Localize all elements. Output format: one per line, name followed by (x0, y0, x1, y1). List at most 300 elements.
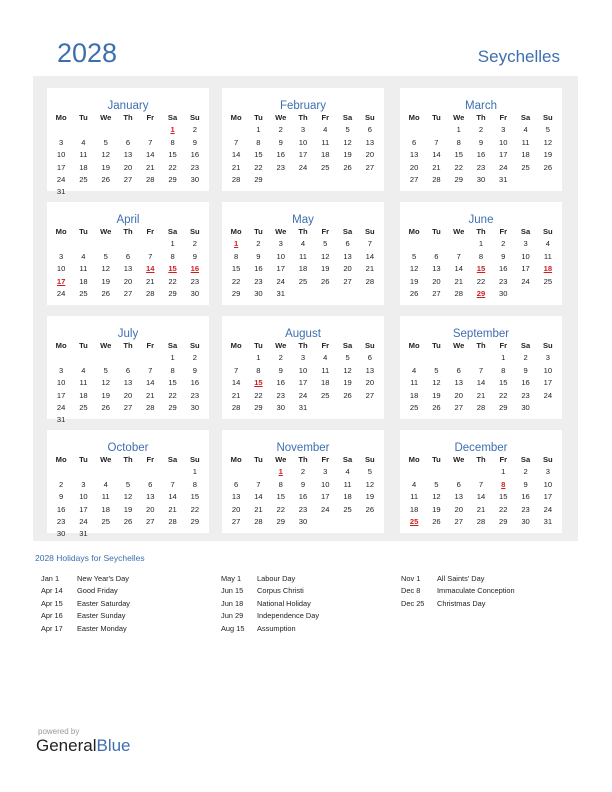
day-cell: 14 (476, 492, 486, 502)
day-cell: 8 (256, 137, 261, 147)
weekday-header: Fr (499, 341, 508, 350)
weekday-header: Mo (55, 341, 67, 350)
day-cell: 15 (499, 378, 508, 388)
holiday-day-cell: 14 (146, 264, 155, 274)
day-cell: 20 (343, 264, 352, 274)
day-cell: 19 (101, 162, 110, 172)
day-cell: 15 (190, 492, 200, 502)
day-cell: 30 (298, 516, 308, 526)
empty-cell (117, 124, 139, 136)
weekday-header: Sa (167, 227, 178, 236)
holiday-date: Apr 16 (41, 611, 63, 621)
weekday-header: Fr (146, 113, 155, 122)
day-cell: 10 (56, 264, 66, 274)
day-cell: 1 (170, 239, 175, 249)
day-cell: 5 (103, 251, 108, 261)
month-grid (50, 454, 206, 541)
day-cell: 22 (276, 504, 285, 514)
weekday-header: Tu (432, 341, 441, 350)
holiday-date: Nov 1 (401, 574, 421, 583)
day-cell: 14 (432, 150, 441, 160)
holiday-day-cell: 15 (254, 378, 263, 388)
weekday-header: Su (189, 455, 200, 464)
day-cell: 12 (432, 492, 441, 502)
day-cell: 25 (521, 162, 530, 172)
day-cell: 26 (409, 288, 419, 298)
holidays-title: 2028 Holidays for Seychelles (35, 553, 145, 563)
month-name: February (279, 100, 327, 112)
month-grid (225, 454, 381, 528)
day-cell: 30 (190, 288, 200, 298)
month-january (47, 88, 209, 197)
weekday-header: Tu (432, 227, 441, 236)
day-cell: 29 (276, 516, 285, 526)
weekday-header: Tu (79, 341, 88, 350)
day-cell: 10 (298, 365, 308, 375)
holiday-row (41, 598, 130, 610)
day-cell: 26 (343, 162, 352, 172)
month-name: March (465, 100, 497, 112)
month-name: July (117, 328, 139, 340)
day-cell: 30 (499, 288, 508, 298)
day-cell: 31 (499, 174, 508, 184)
day-cell: 25 (79, 402, 88, 412)
day-cell: 16 (190, 150, 200, 160)
day-cell: 26 (321, 276, 330, 286)
day-cell: 17 (56, 390, 66, 400)
day-cell: 7 (148, 137, 153, 147)
day-cell: 29 (168, 288, 177, 298)
holiday-row (401, 598, 515, 610)
day-cell: 6 (125, 365, 131, 375)
weekday-header: We (100, 113, 112, 122)
day-cell: 7 (478, 365, 484, 375)
day-cell: 11 (410, 378, 419, 388)
holiday-column (401, 573, 515, 610)
day-cell: 11 (321, 137, 330, 147)
holiday-day-cell: 18 (543, 264, 553, 274)
day-cell: 31 (276, 288, 285, 298)
day-cell: 19 (101, 390, 110, 400)
day-cell: 31 (543, 516, 553, 526)
day-cell: 30 (254, 288, 263, 298)
day-cell: 15 (276, 492, 285, 502)
day-cell: 20 (454, 504, 463, 514)
empty-cell (225, 124, 247, 136)
month-grid (403, 112, 559, 186)
weekday-header: We (453, 113, 465, 122)
day-cell: 27 (454, 402, 463, 412)
month-grid (50, 112, 206, 199)
day-cell: 2 (256, 239, 261, 249)
day-cell: 26 (123, 516, 133, 526)
day-cell: 29 (254, 402, 263, 412)
holiday-date: Aug 15 (221, 623, 245, 633)
day-cell: 8 (256, 365, 261, 375)
day-cell: 20 (409, 162, 419, 172)
day-cell: 15 (254, 150, 263, 160)
month-name: December (454, 442, 508, 454)
holiday-row (221, 623, 319, 635)
day-cell: 19 (543, 150, 553, 160)
day-cell: 25 (321, 390, 330, 400)
weekday-header: Mo (230, 113, 242, 122)
day-cell: 28 (254, 516, 263, 526)
day-cell: 7 (148, 251, 153, 261)
day-cell: 10 (79, 492, 88, 502)
day-cell: 29 (254, 174, 263, 184)
day-cell: 15 (231, 264, 241, 274)
day-cell: 14 (454, 264, 463, 274)
day-cell: 31 (56, 415, 66, 425)
day-cell: 8 (478, 251, 484, 261)
day-cell: 1 (256, 353, 261, 363)
day-cell: 2 (501, 239, 506, 249)
holiday-name: Christmas Day (437, 598, 486, 608)
day-cell: 22 (190, 504, 200, 514)
day-cell: 4 (523, 125, 528, 135)
day-cell: 4 (81, 251, 86, 261)
weekday-header: Sa (342, 455, 353, 464)
day-cell: 27 (123, 402, 133, 412)
day-cell: 24 (543, 390, 553, 400)
weekday-header: Tu (432, 455, 441, 464)
day-cell: 25 (101, 516, 110, 526)
day-cell: 12 (101, 378, 110, 388)
day-cell: 9 (256, 251, 261, 261)
holiday-date: Jun 15 (221, 586, 244, 596)
weekday-header: Su (542, 341, 553, 350)
day-cell: 12 (432, 378, 441, 388)
month-november (222, 430, 384, 533)
day-cell: 19 (365, 492, 375, 502)
day-cell: 6 (125, 137, 131, 147)
weekday-header: Su (364, 113, 375, 122)
day-cell: 2 (523, 353, 528, 363)
day-cell: 28 (146, 174, 155, 184)
day-cell: 1 (478, 239, 484, 249)
weekday-header: Th (123, 341, 133, 350)
weekday-header: Fr (146, 341, 155, 350)
weekday-header: Fr (499, 227, 508, 236)
day-cell: 14 (146, 150, 155, 160)
day-cell: 9 (59, 492, 64, 502)
day-cell: 26 (365, 504, 375, 514)
weekday-header: Mo (408, 455, 420, 464)
day-cell: 26 (101, 402, 110, 412)
day-cell: 2 (278, 353, 283, 363)
holiday-date: May 1 (221, 574, 242, 583)
day-cell: 12 (321, 251, 330, 261)
empty-cell (95, 124, 117, 136)
day-cell: 19 (432, 504, 441, 514)
day-cell: 24 (276, 276, 285, 286)
day-cell: 16 (254, 264, 263, 274)
day-cell: 2 (192, 125, 197, 135)
day-cell: 5 (434, 479, 439, 489)
day-cell: 23 (276, 162, 285, 172)
empty-cell (403, 238, 425, 250)
day-cell: 13 (123, 150, 133, 160)
month-grid (225, 340, 381, 414)
day-cell: 7 (234, 365, 239, 375)
day-cell: 21 (476, 390, 486, 400)
day-cell: 11 (343, 479, 352, 489)
day-cell: 28 (231, 174, 241, 184)
day-cell: 16 (499, 264, 508, 274)
day-cell: 7 (367, 239, 372, 249)
weekday-header: Th (298, 341, 308, 350)
day-cell: 9 (192, 251, 197, 261)
holiday-day-cell: 29 (476, 288, 486, 298)
weekday-header: Th (476, 113, 486, 122)
day-cell: 10 (499, 137, 508, 147)
day-cell: 20 (365, 150, 375, 160)
day-cell: 5 (345, 125, 350, 135)
day-cell: 18 (79, 276, 88, 286)
day-cell: 10 (543, 479, 553, 489)
day-cell: 27 (146, 516, 155, 526)
weekday-header: Mo (230, 455, 242, 464)
holiday-row (41, 585, 130, 597)
day-cell: 26 (432, 402, 441, 412)
day-cell: 6 (456, 365, 461, 375)
day-cell: 24 (56, 174, 66, 184)
day-cell: 4 (545, 239, 550, 249)
day-cell: 30 (476, 174, 486, 184)
weekday-header: Fr (499, 455, 508, 464)
day-cell: 27 (231, 516, 241, 526)
empty-cell (50, 124, 72, 136)
day-cell: 13 (146, 492, 155, 502)
day-cell: 6 (125, 251, 131, 261)
day-cell: 11 (321, 365, 330, 375)
weekday-header: Sa (342, 341, 353, 350)
weekday-header: Mo (55, 113, 67, 122)
day-cell: 23 (254, 276, 263, 286)
day-cell: 16 (56, 504, 66, 514)
day-cell: 9 (523, 479, 528, 489)
day-cell: 29 (231, 288, 241, 298)
day-cell: 2 (478, 125, 484, 135)
empty-cell (425, 466, 447, 478)
month-grid (403, 226, 559, 300)
day-cell: 4 (345, 467, 350, 477)
weekday-header: Th (123, 227, 133, 236)
day-cell: 3 (545, 467, 550, 477)
weekday-header: Su (542, 455, 553, 464)
empty-cell (225, 352, 247, 364)
day-cell: 6 (148, 479, 153, 489)
day-cell: 24 (298, 390, 308, 400)
day-cell: 26 (543, 162, 553, 172)
weekday-header: Th (123, 455, 133, 464)
day-cell: 17 (321, 492, 330, 502)
weekday-header: We (100, 227, 112, 236)
holiday-date: Jun 29 (221, 611, 244, 621)
holiday-date: Apr 14 (41, 586, 63, 596)
day-cell: 13 (123, 378, 133, 388)
holiday-row (221, 573, 319, 585)
day-cell: 19 (321, 264, 330, 274)
day-cell: 12 (343, 365, 352, 375)
day-cell: 1 (501, 353, 506, 363)
day-cell: 18 (79, 162, 88, 172)
weekday-header: Tu (79, 455, 88, 464)
day-cell: 8 (170, 137, 175, 147)
weekday-header: Th (476, 341, 486, 350)
weekday-header: Sa (167, 341, 178, 350)
holiday-date: Apr 15 (41, 598, 63, 608)
day-cell: 26 (101, 288, 110, 298)
day-cell: 6 (412, 137, 417, 147)
holiday-name: National Holiday (257, 598, 311, 608)
weekday-header: Fr (146, 227, 155, 236)
day-cell: 28 (146, 402, 155, 412)
holiday-day-cell: 1 (234, 239, 239, 249)
empty-cell (470, 352, 492, 364)
day-cell: 14 (254, 492, 263, 502)
holiday-column (41, 573, 130, 635)
empty-cell (117, 238, 139, 250)
day-cell: 17 (543, 378, 553, 388)
empty-cell (403, 352, 425, 364)
month-october (47, 430, 209, 539)
day-cell: 20 (123, 162, 133, 172)
day-cell: 5 (345, 353, 350, 363)
day-cell: 17 (79, 504, 88, 514)
day-cell: 19 (123, 504, 133, 514)
month-grid (50, 340, 206, 427)
month-august (222, 316, 384, 419)
weekday-header: Su (189, 341, 200, 350)
day-cell: 23 (190, 390, 200, 400)
holiday-name: Assumption (257, 623, 296, 633)
day-cell: 11 (79, 378, 88, 388)
empty-cell (425, 352, 447, 364)
day-cell: 3 (323, 467, 328, 477)
holiday-name: Corpus Christi (257, 586, 304, 596)
day-cell: 19 (432, 390, 441, 400)
month-name: May (292, 214, 314, 226)
weekday-header: Su (364, 341, 375, 350)
month-name: April (116, 214, 140, 226)
day-cell: 13 (343, 251, 352, 261)
day-cell: 22 (454, 162, 463, 172)
weekday-header: Su (542, 113, 553, 122)
powered-by-text: powered by (38, 727, 80, 736)
day-cell: 8 (170, 365, 175, 375)
day-cell: 16 (276, 150, 285, 160)
empty-cell (95, 238, 117, 250)
day-cell: 10 (56, 378, 66, 388)
day-cell: 3 (300, 353, 306, 363)
holiday-name: Good Friday (77, 586, 118, 596)
empty-cell (448, 238, 470, 250)
day-cell: 7 (234, 137, 239, 147)
day-cell: 13 (231, 492, 241, 502)
day-cell: 6 (456, 479, 461, 489)
day-cell: 26 (101, 174, 110, 184)
weekday-header: Su (364, 455, 375, 464)
day-cell: 14 (231, 150, 241, 160)
day-cell: 18 (101, 504, 110, 514)
day-cell: 3 (523, 239, 528, 249)
weekday-header: Fr (321, 341, 330, 350)
day-cell: 17 (499, 150, 508, 160)
day-cell: 28 (476, 402, 486, 412)
weekday-header: Mo (230, 227, 242, 236)
empty-cell (247, 466, 269, 478)
day-cell: 8 (170, 251, 175, 261)
day-cell: 12 (123, 492, 133, 502)
weekday-header: Sa (167, 113, 178, 122)
day-cell: 29 (454, 174, 463, 184)
day-cell: 23 (298, 504, 308, 514)
weekday-header: Mo (408, 341, 420, 350)
day-cell: 15 (168, 150, 177, 160)
empty-cell (225, 466, 247, 478)
weekday-header: We (453, 341, 465, 350)
weekday-header: Fr (321, 455, 330, 464)
day-cell: 10 (321, 479, 330, 489)
month-name: June (468, 214, 494, 226)
day-cell: 24 (56, 288, 66, 298)
day-cell: 14 (365, 251, 375, 261)
day-cell: 21 (454, 276, 463, 286)
day-cell: 2 (59, 479, 64, 489)
day-cell: 18 (321, 378, 330, 388)
weekday-header: Tu (432, 113, 441, 122)
day-cell: 7 (456, 251, 461, 261)
day-cell: 9 (192, 137, 197, 147)
empty-cell (95, 352, 117, 364)
day-cell: 20 (146, 504, 155, 514)
day-cell: 24 (521, 276, 530, 286)
day-cell: 2 (300, 467, 306, 477)
day-cell: 13 (432, 264, 441, 274)
weekday-header: Mo (55, 227, 67, 236)
weekday-header: Tu (254, 113, 263, 122)
day-cell: 30 (56, 529, 66, 539)
day-cell: 11 (79, 150, 88, 160)
day-cell: 27 (365, 390, 375, 400)
weekday-header: Tu (79, 113, 88, 122)
day-cell: 20 (231, 504, 241, 514)
generalblue-logo[interactable] (36, 736, 131, 756)
day-cell: 22 (231, 276, 241, 286)
month-name: October (107, 442, 149, 454)
day-cell: 27 (343, 276, 352, 286)
month-april (47, 202, 209, 305)
calendar-panel (33, 76, 578, 541)
empty-cell (72, 466, 94, 478)
holiday-row (401, 585, 515, 597)
day-cell: 23 (190, 162, 200, 172)
weekday-header: Fr (321, 113, 330, 122)
day-cell: 1 (456, 125, 461, 135)
day-cell: 27 (409, 174, 419, 184)
holiday-day-cell: 1 (278, 467, 283, 477)
day-cell: 9 (192, 365, 197, 375)
day-cell: 20 (365, 378, 375, 388)
month-february (222, 88, 384, 191)
day-cell: 29 (499, 516, 508, 526)
weekday-header: Th (298, 455, 308, 464)
day-cell: 18 (321, 150, 330, 160)
weekday-header: Th (476, 227, 486, 236)
empty-cell (470, 466, 492, 478)
